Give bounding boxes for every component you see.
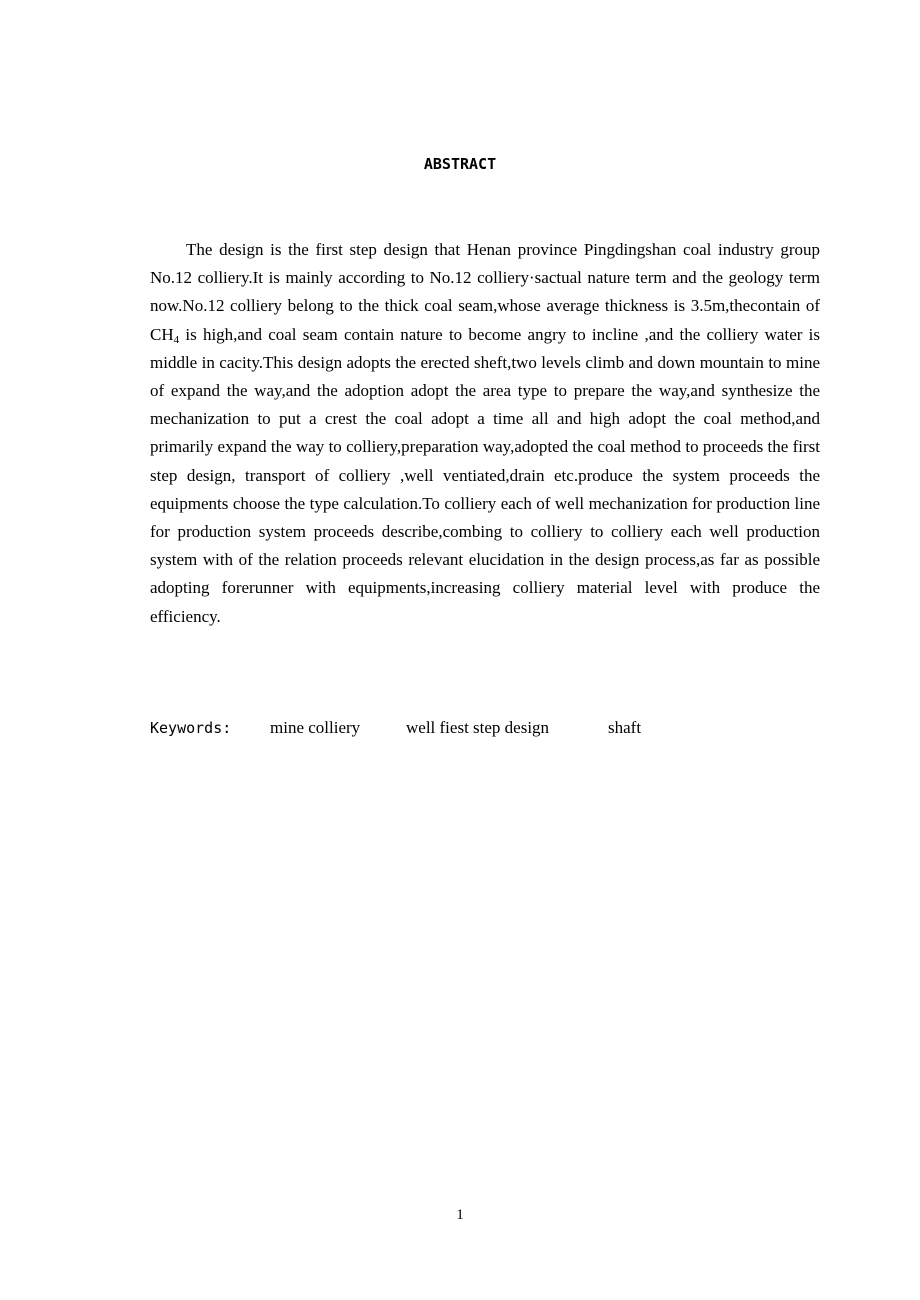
keywords-label: Keywords:	[150, 719, 232, 737]
keyword-shaft: shaft	[608, 718, 642, 737]
abstract-body-text-part-1: The design is the first step design that Henan province Pingdingshan coal industry group No.12 colliery.It is mainly according to No.12 colliery·sactual nature term and the geology term now.No.12 colliery belong to the thick coal seam,whose average thickness is 3.5m,thecontain of CH	[150, 240, 820, 344]
keyword-mine-colliery: mine colliery	[270, 718, 361, 737]
page-number: 1	[456, 1207, 464, 1223]
abstract-body	[150, 236, 820, 631]
keyword-well-first-step-design: well fiest step design	[406, 718, 550, 737]
abstract-body-text-part-2: is high,and coal seam contain nature to become angry to incline ,and the colliery water is middle in cacity.This design adopts the erected sheft,two levels climb and down mountain to mine of expand the way,and the adoption adopt the area type to prepare the way,and synthesize the mechanization to put a crest the coal adopt a time all and high adopt the coal method,and primarily expand the way to colliery,preparation way,adopted the coal method to proceeds the first step design, transport of colliery ,well ventiated,drain etc.produce the system proceeds the equipments choose the type calculation.To colliery each of well mechanization for production line for production system proceeds describe,combing to colliery to colliery each well production system with of the relation proceeds relevant elucidation in the design process,as far as possible adopting forerunner with equipments,increasing colliery material level with produce the efficiency.	[150, 324, 820, 626]
chemical-subscript: 4	[173, 333, 180, 346]
abstract-title: ABSTRACT	[423, 155, 497, 173]
keywords-row	[150, 718, 641, 742]
